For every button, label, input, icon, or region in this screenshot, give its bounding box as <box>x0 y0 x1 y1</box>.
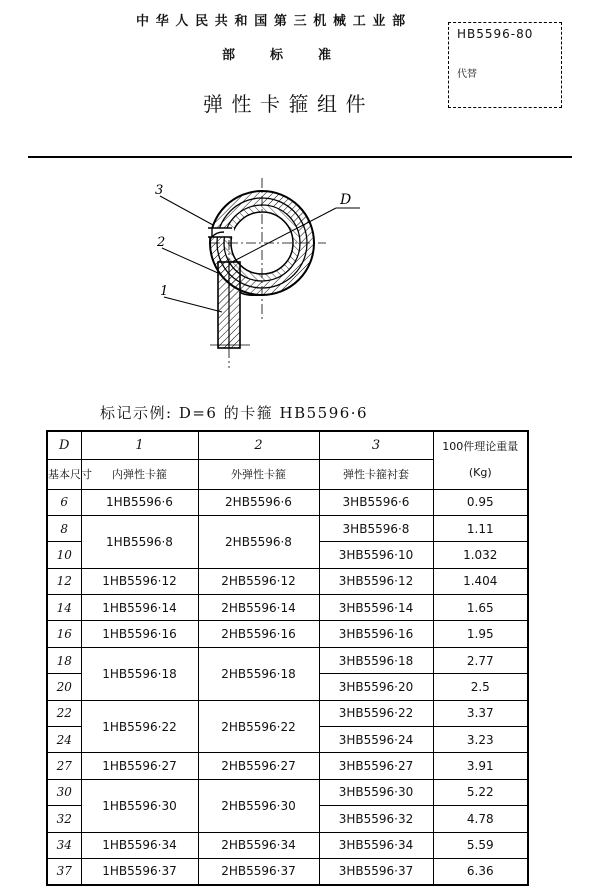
liner-cell: 3HB5596·24 <box>319 727 433 753</box>
table-row <box>47 832 528 858</box>
liner-cell: 3HB5596·32 <box>319 806 433 832</box>
header-divider <box>28 156 572 158</box>
replaces-label: 代替 <box>457 69 477 80</box>
part-number-table <box>46 430 529 886</box>
outer-clamp-cell: 2HB5596·37 <box>198 858 319 884</box>
liner-cell: 3HB5596·22 <box>319 700 433 726</box>
weight-cell: 3.37 <box>433 700 528 726</box>
size-cell: 32 <box>47 806 81 832</box>
size-cell: 6 <box>47 489 81 515</box>
col-outer-clamp-subheader: 外弹性卡箍 <box>198 459 319 489</box>
size-cell: 12 <box>47 568 81 594</box>
liner-cell: 3HB5596·37 <box>319 858 433 884</box>
liner-cell: 3HB5596·8 <box>319 515 433 541</box>
weight-cell: 2.5 <box>433 674 528 700</box>
table-row <box>47 489 528 515</box>
table-row <box>47 647 528 673</box>
weight-header-unit: (Kg) <box>468 466 492 480</box>
outer-clamp-cell: 2HB5596·18 <box>198 647 319 700</box>
table-header-row <box>47 431 528 459</box>
weight-cell: 4.78 <box>433 806 528 832</box>
weight-cell: 6.36 <box>433 858 528 884</box>
liner-cell: 3HB5596·27 <box>319 753 433 779</box>
marking-example: 标记示例: D=6 的卡箍 HB5596·6 <box>100 404 369 422</box>
weight-cell: 1.95 <box>433 621 528 647</box>
liner-cell: 3HB5596·34 <box>319 832 433 858</box>
table-row <box>47 595 528 621</box>
size-cell: 34 <box>47 832 81 858</box>
col-liner-header: 3 <box>319 431 433 459</box>
outer-clamp-cell: 2HB5596·16 <box>198 621 319 647</box>
part1-label: 1 <box>160 284 169 299</box>
liner-cell: 3HB5596·14 <box>319 595 433 621</box>
weight-cell: 0.95 <box>433 489 528 515</box>
inner-clamp-cell: 1HB5596·16 <box>81 621 198 647</box>
outer-clamp-cell: 2HB5596·30 <box>198 779 319 832</box>
outer-clamp-cell: 2HB5596·12 <box>198 568 319 594</box>
size-cell: 14 <box>47 595 81 621</box>
size-cell: 24 <box>47 727 81 753</box>
standard-code-box <box>448 22 562 108</box>
liner-cell: 3HB5596·16 <box>319 621 433 647</box>
col-size-header: D <box>47 431 81 459</box>
size-cell: 22 <box>47 700 81 726</box>
table-row <box>47 753 528 779</box>
part3-leader <box>160 196 213 225</box>
outer-clamp-cell: 2HB5596·27 <box>198 753 319 779</box>
inner-clamp-cell: 1HB5596·6 <box>81 489 198 515</box>
col-inner-clamp-header: 1 <box>81 431 198 459</box>
weight-cell: 5.22 <box>433 779 528 805</box>
diameter-label: D <box>340 192 352 208</box>
inner-clamp-cell: 1HB5596·8 <box>81 515 198 568</box>
ministry-name: 中华人民共和国第三机械工业部 <box>136 14 412 29</box>
standard-type: 部标准 <box>222 48 367 63</box>
inner-clamp-cell: 1HB5596·34 <box>81 832 198 858</box>
outer-clamp-cell: 2HB5596·22 <box>198 700 319 753</box>
inner-clamp-cell: 1HB5596·22 <box>81 700 198 753</box>
outer-clamp-cell: 2HB5596·34 <box>198 832 319 858</box>
weight-cell: 1.404 <box>433 568 528 594</box>
outer-clamp-cell: 2HB5596·8 <box>198 515 319 568</box>
size-cell: 16 <box>47 621 81 647</box>
liner-cell: 3HB5596·20 <box>319 674 433 700</box>
weight-cell: 1.65 <box>433 595 528 621</box>
weight-cell: 1.032 <box>433 542 528 568</box>
col-inner-clamp-subheader: 内弹性卡箍 <box>81 459 198 489</box>
liner-cell: 3HB5596·30 <box>319 779 433 805</box>
part1-leader <box>164 297 222 312</box>
liner-cell: 3HB5596·18 <box>319 647 433 673</box>
col-outer-clamp-header: 2 <box>198 431 319 459</box>
size-cell: 37 <box>47 858 81 884</box>
table-body <box>47 489 528 885</box>
table-row <box>47 515 528 541</box>
size-cell: 20 <box>47 674 81 700</box>
liner-cell: 3HB5596·12 <box>319 568 433 594</box>
col-weight-header <box>433 431 528 489</box>
table-row <box>47 621 528 647</box>
table-row <box>47 568 528 594</box>
inner-clamp-cell: 1HB5596·18 <box>81 647 198 700</box>
weight-cell: 1.11 <box>433 515 528 541</box>
weight-header-title: 100件理论重量 <box>442 440 519 454</box>
col-liner-subheader: 弹性卡箍衬套 <box>319 459 433 489</box>
inner-clamp-cell: 1HB5596·12 <box>81 568 198 594</box>
inner-clamp-cell: 1HB5596·30 <box>81 779 198 832</box>
table-row <box>47 700 528 726</box>
size-cell: 27 <box>47 753 81 779</box>
table-row <box>47 858 528 884</box>
outer-clamp-cell: 2HB5596·14 <box>198 595 319 621</box>
weight-cell: 3.91 <box>433 753 528 779</box>
size-cell: 18 <box>47 647 81 673</box>
col-size-subheader: 基本尺寸 <box>47 459 81 489</box>
size-cell: 10 <box>47 542 81 568</box>
clamp-drawing <box>140 170 380 375</box>
weight-cell: 2.77 <box>433 647 528 673</box>
table-row <box>47 779 528 805</box>
size-cell: 8 <box>47 515 81 541</box>
inner-clamp-cell: 1HB5596·14 <box>81 595 198 621</box>
part2-leader <box>162 248 218 273</box>
weight-cell: 5.59 <box>433 832 528 858</box>
document-title: 弹性卡箍组件 <box>203 92 374 116</box>
standard-code: HB5596-80 <box>457 27 534 41</box>
part3-label: 3 <box>155 183 164 198</box>
size-cell: 30 <box>47 779 81 805</box>
part2-label: 2 <box>157 235 166 250</box>
inner-clamp-cell: 1HB5596·27 <box>81 753 198 779</box>
inner-clamp-cell: 1HB5596·37 <box>81 858 198 884</box>
liner-cell: 3HB5596·6 <box>319 489 433 515</box>
weight-cell: 3.23 <box>433 727 528 753</box>
outer-clamp-cell: 2HB5596·6 <box>198 489 319 515</box>
liner-cell: 3HB5596·10 <box>319 542 433 568</box>
